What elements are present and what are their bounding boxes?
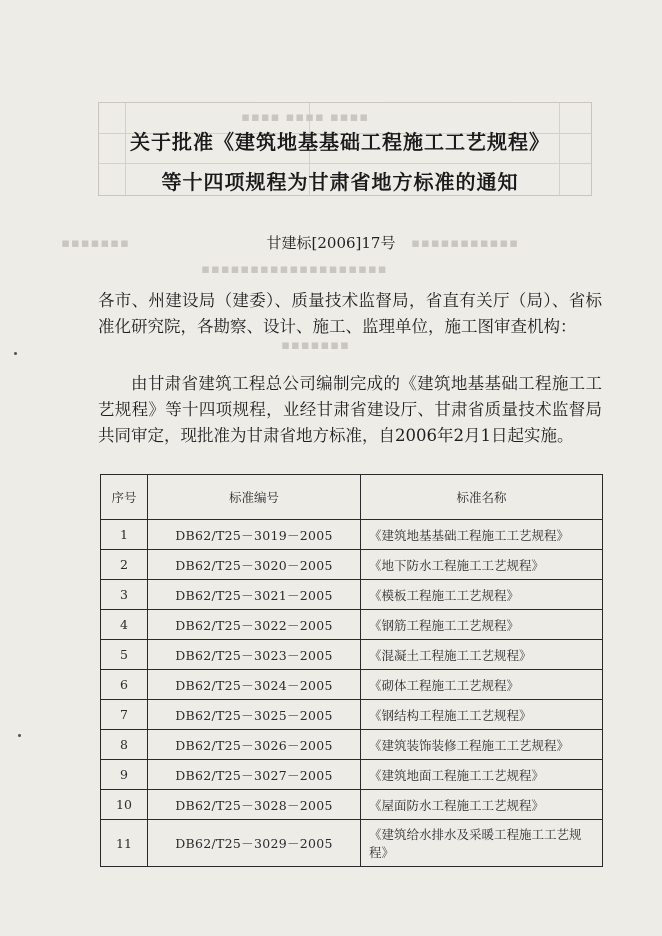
table-row	[101, 670, 603, 700]
row-seq: 10	[101, 790, 148, 820]
table-row	[101, 790, 603, 820]
row-name: 《钢结构工程施工工艺规程》	[361, 700, 603, 730]
row-code: DB62/T25－3027－2005	[148, 760, 361, 790]
header-name: 标准名称	[361, 475, 603, 520]
body-paragraph: 由甘肃省建筑工程总公司编制完成的《建筑地基基础工程施工工艺规程》等十四项规程，业经甘肃省建设厅、甘肃省质量技术监督局共同审定，现批准为甘肃省地方标准，自2006年2月1日起实施。	[98, 374, 602, 445]
bleed-through-text: ▪▪▪▪▪▪▪▪▪▪▪	[410, 236, 518, 251]
row-name: 《砌体工程施工工艺规程》	[361, 670, 603, 700]
row-name: 《建筑地面工程施工工艺规程》	[361, 760, 603, 790]
row-seq: 11	[101, 820, 148, 867]
row-seq: 3	[101, 580, 148, 610]
document-number: 甘建标[2006]17号	[266, 234, 396, 252]
row-seq: 1	[101, 520, 148, 550]
row-seq: 2	[101, 550, 148, 580]
table-header-row	[101, 475, 603, 520]
row-code: DB62/T25－3022－2005	[148, 610, 361, 640]
bleed-through-text: ▪▪▪▪ ▪▪▪▪ ▪▪▪▪	[240, 110, 368, 125]
row-name: 《建筑地基基础工程施工工艺规程》	[361, 520, 603, 550]
title-line-2: 等十四项规程为甘肃省地方标准的通知	[161, 170, 519, 194]
row-seq: 9	[101, 760, 148, 790]
row-name: 《钢筋工程施工工艺规程》	[361, 610, 603, 640]
header-seq: 序号	[101, 475, 148, 520]
row-seq: 7	[101, 700, 148, 730]
table-row	[101, 520, 603, 550]
row-code: DB62/T25－3021－2005	[148, 580, 361, 610]
row-code: DB62/T25－3026－2005	[148, 730, 361, 760]
row-seq: 5	[101, 640, 148, 670]
recipients-paragraph: 各市、州建设局（建委）、质量技术监督局，省直有关厅（局）、省标准化研究院，各勘察、设计、施工、监理单位，施工图审查机构：	[98, 291, 602, 336]
table-row	[101, 700, 603, 730]
table-row	[101, 730, 603, 760]
table-row	[101, 580, 603, 610]
scan-speck	[18, 734, 21, 737]
scan-speck	[14, 352, 17, 355]
table-row	[101, 760, 603, 790]
header-code: 标准编号	[148, 475, 361, 520]
table-row	[101, 820, 603, 867]
title-line-1: 关于批准《建筑地基基础工程施工工艺规程》	[130, 130, 550, 154]
row-seq: 6	[101, 670, 148, 700]
row-code: DB62/T25－3025－2005	[148, 700, 361, 730]
row-name: 《建筑装饰装修工程施工工艺规程》	[361, 730, 603, 760]
row-name: 《模板工程施工工艺规程》	[361, 580, 603, 610]
row-code: DB62/T25－3020－2005	[148, 550, 361, 580]
row-code: DB62/T25－3023－2005	[148, 640, 361, 670]
bleed-through-text: ▪▪▪▪▪▪▪	[280, 338, 349, 353]
row-code: DB62/T25－3029－2005	[148, 820, 361, 867]
row-code: DB62/T25－3019－2005	[148, 520, 361, 550]
row-seq: 4	[101, 610, 148, 640]
table-row	[101, 640, 603, 670]
table-row	[101, 610, 603, 640]
row-name: 《屋面防水工程施工工艺规程》	[361, 790, 603, 820]
row-name: 《建筑给水排水及采暖工程施工工艺规程》	[361, 820, 603, 867]
row-code: DB62/T25－3024－2005	[148, 670, 361, 700]
row-seq: 8	[101, 730, 148, 760]
bleed-through-text: ▪▪▪▪▪▪▪▪▪▪▪▪▪▪▪▪▪▪▪	[200, 262, 387, 277]
bleed-through-text: ▪▪▪▪▪▪▪	[60, 236, 129, 251]
row-code: DB62/T25－3028－2005	[148, 790, 361, 820]
row-name: 《混凝土工程施工工艺规程》	[361, 640, 603, 670]
table-row	[101, 550, 603, 580]
row-name: 《地下防水工程施工工艺规程》	[361, 550, 603, 580]
standards-table	[100, 474, 603, 867]
